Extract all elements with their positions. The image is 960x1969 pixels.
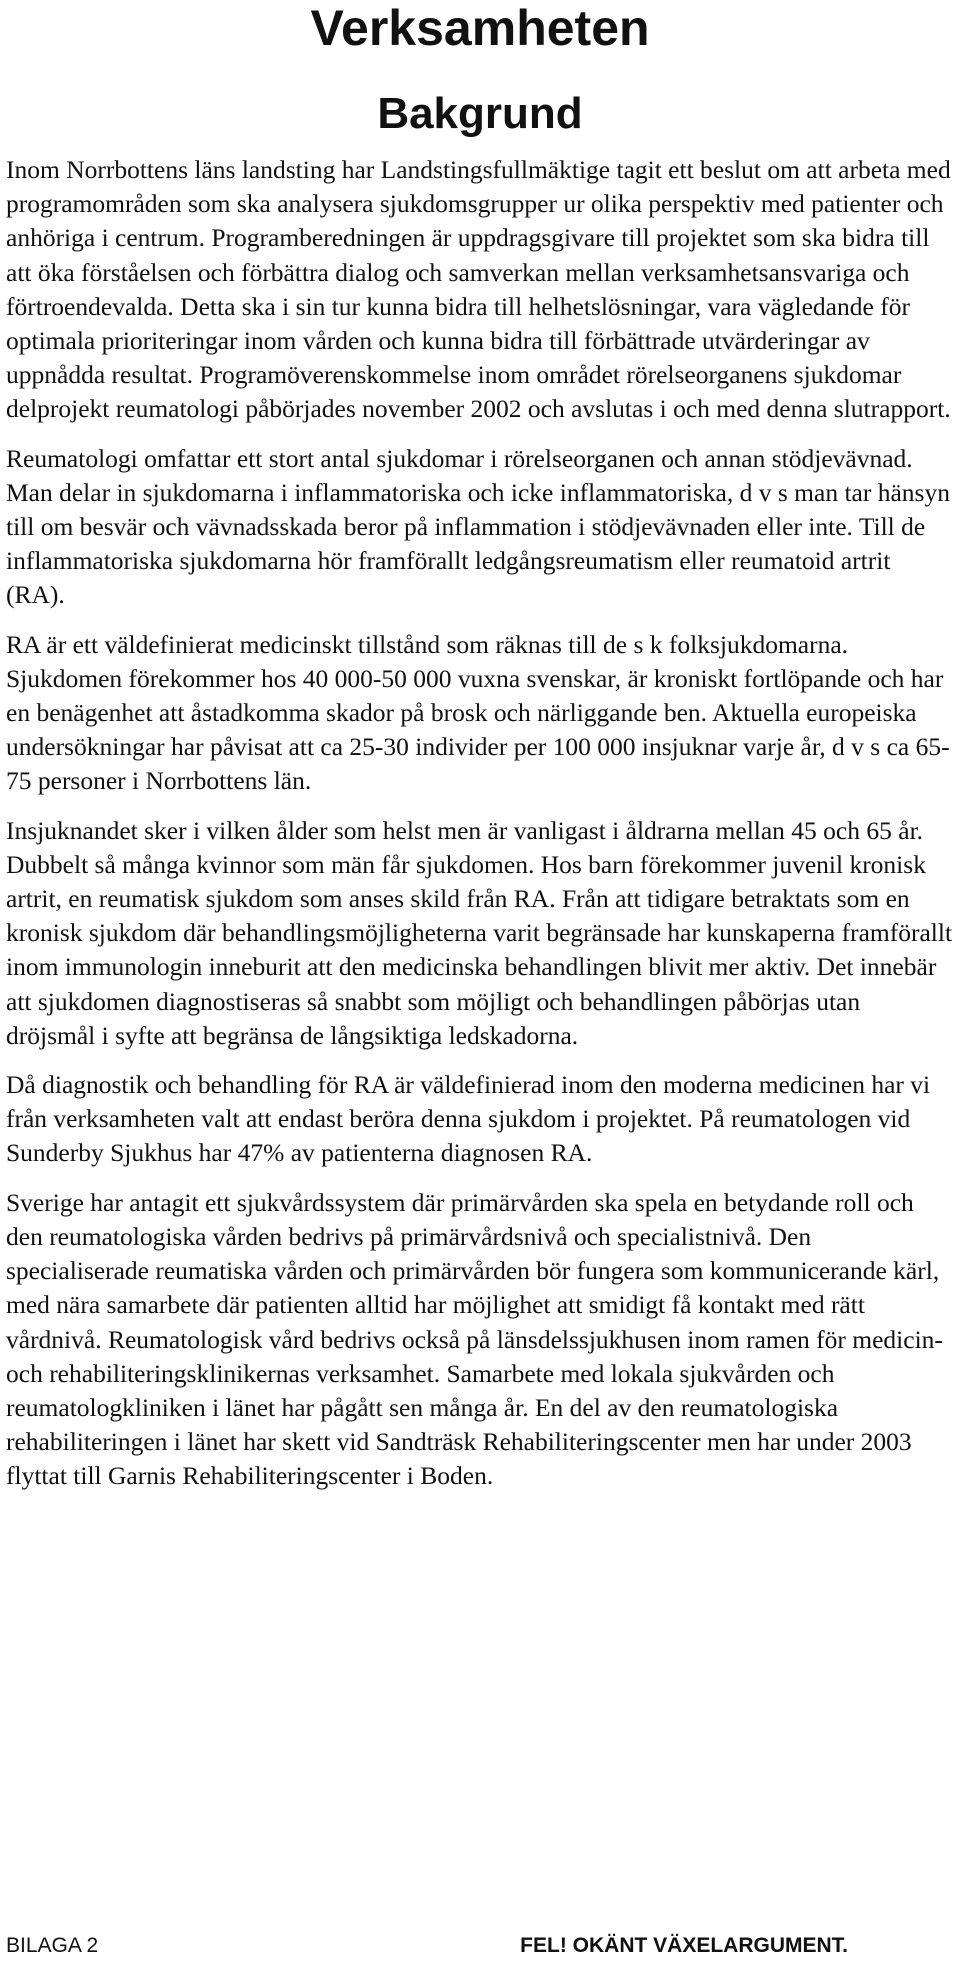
paragraph-ra: RA är ett väldefinierat medicinskt tillstånd som räknas till de s k folksjukdomarna. Sjukdomen förekommer hos 40 000-50 000 vuxna svenskar, är kroniskt fortlöpande och har en benägenhet att åstadkomma skador på brosk och närliggande ben. Aktuella europeiska undersökningar har påvisat att ca 25-30 individer per 100 000 insjuknar varje år, d v s ca 65-75 personer i Norrbottens län. xyxy=(6,629,950,796)
paragraph-insjuknandet: Insjuknandet sker i vilken ålder som helst men är vanligast i åldrarna mellan 45 och 65 år. Dubbelt så många kvinnor som män får sjukdomen. Hos barn förekommer juvenil kronisk artrit, en reumatisk sjukdom som anses skild från RA. Från att tidigare betraktats som en kronisk sjukdom där behandlingsmöjligheterna varit begränsade har kunskaperna framförallt inom immunologin inneburit att den medicinska behandlingen blivit mer aktiv. Det innebär att sjukdomen diagnostiseras så snabbt som möjligt och behandlingen påbörjas utan dröjsmål i syfte att begränsa de långsiktiga ledskadorna. xyxy=(6,815,953,1050)
body-text xyxy=(6,153,954,1509)
paragraph-diagnostik: Då diagnostik och behandling för RA är väldefinierad inom den moderna medicinen har vi från verksamheten valt att endast beröra denna sjukdom i projektet. På reumatologen vid Sunderby Sjukhus har 47% av patienterna diagnosen RA. xyxy=(6,1070,931,1168)
paragraph-reumatologi: Reumatologi omfattar ett stort antal sjukdomar i rörelseorganen och annan stödjevävnad. Man delar in sjukdomarna i inflammatoriska och icke inflammatoriska, d v s man tar hänsyn till om besvär och vävnadsskada beror på inflammation i stödjevävnaden eller inte. Till de inflammatoriska sjukdomarna hör framförallt ledgångsreumatism eller reumatoid artrit (RA). xyxy=(6,443,950,610)
paragraph-intro: Inom Norrbottens läns landsting har Landstingsfullmäktige tagit ett beslut om att arbeta med programområden som ska analysera sjukdomsgrupper ur olika perspektiv med patienter och anhöriga i centrum. Programberedningen är uppdragsgivare till projektet som ska bidra till att öka förståelsen och förbättra dialog och samverkan mellan verksamhetsansvariga och förtroendevalda. Detta ska i sin tur kunna bidra till helhetslösningar, vara vägledande för optimala prioriteringar inom vården och kunna bidra till förbättrade utvärderingar av uppnådda resultat. Programöverenskommelse inom området rörelseorganens sjukdomar delprojekt reumatologi påbörjades november 2002 och avslutas i och med denna slutrapport. xyxy=(6,155,951,424)
footer-appendix-label: BILAGA 2 xyxy=(6,1934,99,1957)
section-heading: Bakgrund xyxy=(377,89,583,138)
footer-error-text: FEL! OKÄNT VÄXELARGUMENT. xyxy=(520,1934,848,1957)
paragraph-sverige: Sverige har antagit ett sjukvårdssystem där primärvården ska spela en betydande roll och den reumatologiska vården bedrivs på primärvårdsnivå och specialistnivå. Den specialiserade reumatiska vården och primärvården bör fungera som kommunicerande kärl, med nära samarbete där patienten alltid har möjlighet att smidigt få kontakt med rätt vårdnivå. Reumatologisk vård bedrivs också på länsdelssjukhusen inom ramen för medicin- och rehabiliteringsklinikernas verksamhet. Samarbete med lokala sjukvården och reumatologkliniken i länet har pågått sen många år. En del av den reumatologiska rehabiliteringen i länet har skett vid Sandträsk Rehabiliteringscenter men har under 2003 flyttat till Garnis Rehabiliteringscenter i Boden. xyxy=(6,1187,943,1491)
page-title: Verksamheten xyxy=(310,0,650,56)
